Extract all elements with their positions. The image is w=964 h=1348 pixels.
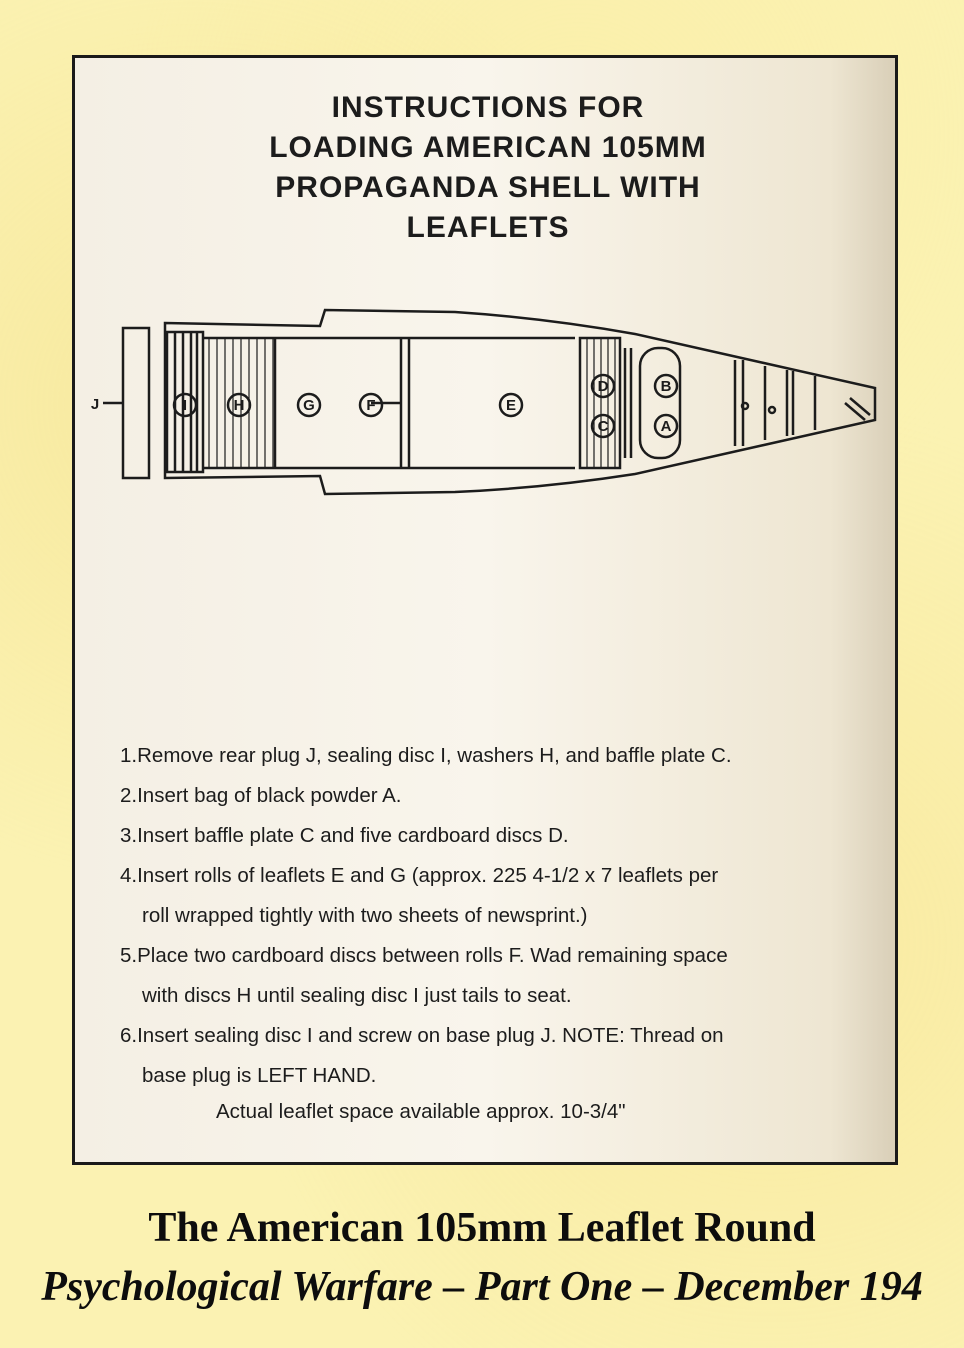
step-6 bbox=[120, 1016, 880, 1056]
label-j: J bbox=[90, 396, 100, 413]
step-2-text: Insert bag of black powder A. bbox=[137, 784, 402, 807]
step-5-continued: with discs H until sealing disc I just tails to seat. bbox=[142, 984, 572, 1007]
step-3-text: Insert baffle plate C and five cardboard discs D. bbox=[137, 824, 569, 847]
label-i: I bbox=[182, 397, 188, 414]
label-h: H bbox=[233, 397, 245, 414]
step-4-num: 4. bbox=[120, 864, 138, 887]
step-3-num: 3. bbox=[120, 824, 138, 847]
step-4-text: Insert rolls of leaflets E and G (approx. 225 4-1/2 x 7 leaflets per bbox=[137, 864, 719, 887]
step-4-continued: roll wrapped tightly with two sheets of newsprint.) bbox=[142, 904, 588, 927]
label-f: F bbox=[366, 397, 376, 414]
title-line-1: INSTRUCTIONS FOR bbox=[331, 91, 645, 124]
step-2 bbox=[120, 776, 880, 816]
step-2-num: 2. bbox=[120, 784, 138, 807]
label-b: B bbox=[660, 378, 672, 395]
caption-subtitle: Psychological Warfare – Part One – December 194 bbox=[41, 1264, 923, 1310]
instructions-list bbox=[120, 736, 880, 1128]
label-a: A bbox=[660, 418, 672, 435]
leaflet-space-note: Actual leaflet space available approx. 10-3/4" bbox=[216, 1100, 626, 1123]
rear-plug-shape bbox=[123, 328, 149, 478]
step-5-num: 5. bbox=[120, 944, 138, 967]
title-line-3: PROPAGANDA SHELL WITH bbox=[275, 171, 701, 204]
label-d: D bbox=[597, 378, 609, 395]
step-6-continued: base plug is LEFT HAND. bbox=[142, 1064, 377, 1087]
title-line-4: LEAFLETS bbox=[406, 211, 570, 244]
label-g: G bbox=[303, 397, 315, 414]
label-c: C bbox=[597, 418, 609, 435]
step-1-text: Remove rear plug J, sealing disc I, washers H, and baffle plate C. bbox=[137, 744, 732, 767]
step-1-num: 1. bbox=[120, 744, 138, 767]
step-6-num: 6. bbox=[120, 1024, 138, 1047]
step-5-text: Place two cardboard discs between rolls F. Wad remaining space bbox=[137, 944, 728, 967]
step-4 bbox=[120, 856, 880, 896]
label-e: E bbox=[505, 397, 517, 414]
step-1 bbox=[120, 736, 880, 776]
step-6-text: Insert sealing disc I and screw on base plug J. NOTE: Thread on bbox=[137, 1024, 724, 1047]
step-3 bbox=[120, 816, 880, 856]
caption-title: The American 105mm Leaflet Round bbox=[148, 1205, 816, 1251]
shell-diagram bbox=[75, 308, 898, 518]
document-title bbox=[75, 88, 898, 248]
step-5 bbox=[120, 936, 880, 976]
document-frame bbox=[72, 55, 898, 1165]
title-line-2: LOADING AMERICAN 105MM bbox=[269, 131, 707, 164]
